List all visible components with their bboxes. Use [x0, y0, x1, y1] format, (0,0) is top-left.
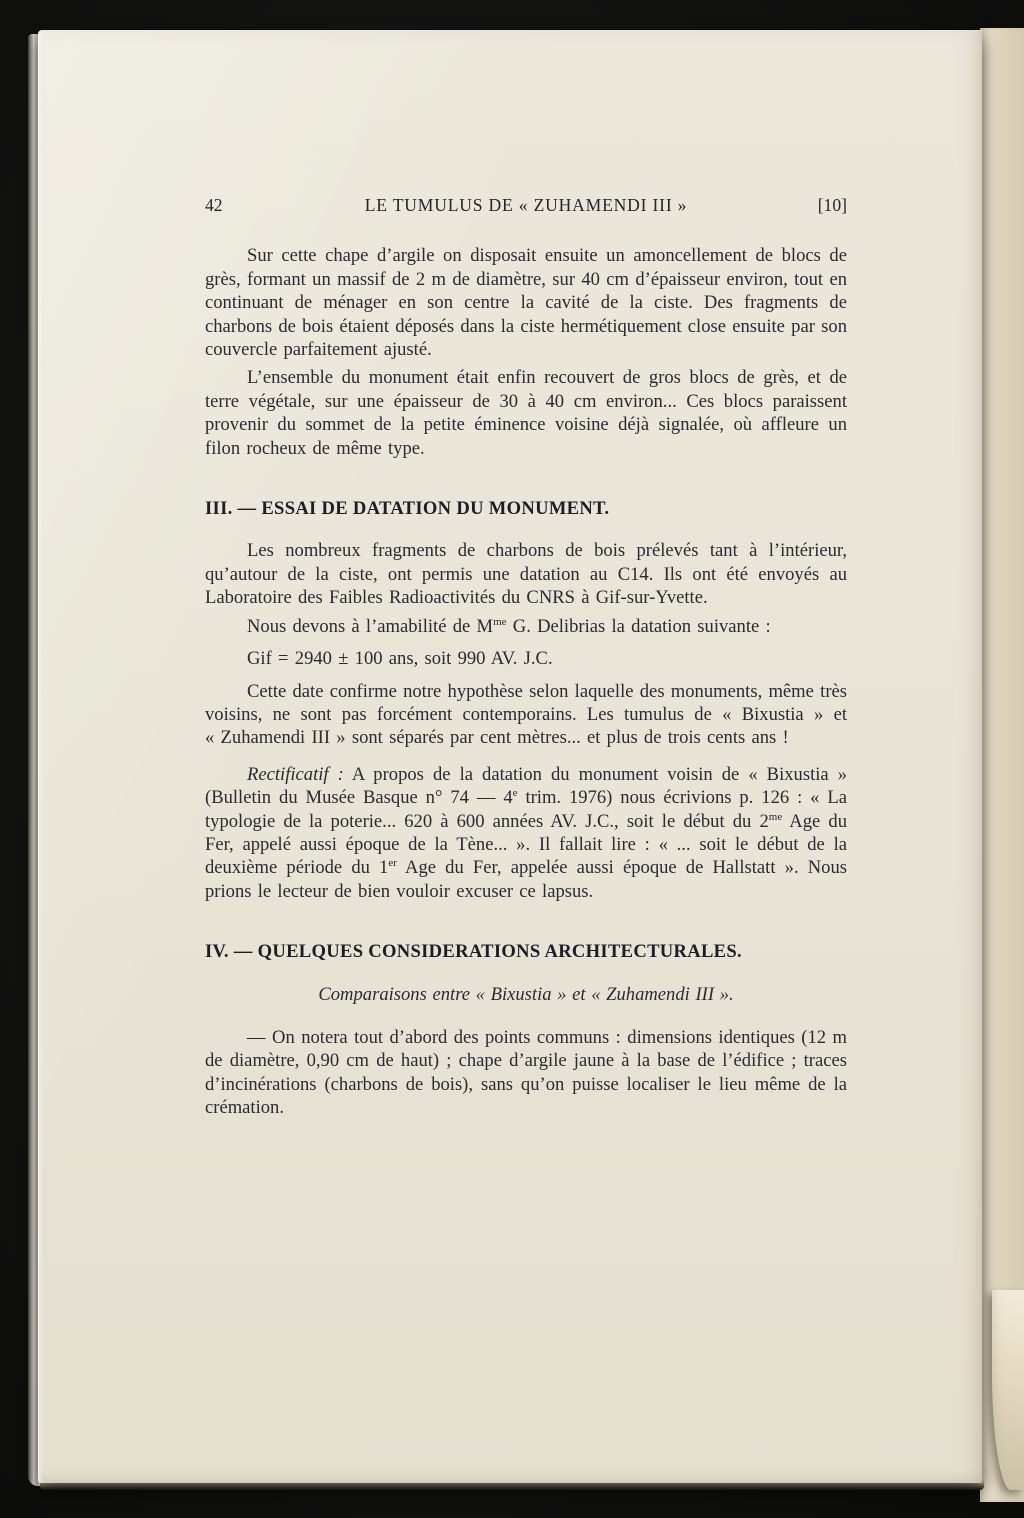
section-4-subheading: Comparaisons entre « Bixustia » et « Zuhamendi III ».: [318, 983, 734, 1005]
dating-result-line: Gif = 2940 ± 100 ans, soit 990 AV. J.C.: [247, 648, 553, 670]
paragraph-fragments-charbons: Les nombreux fragments de charbons de bois prélevés tant à l’intérieur, qu’autour de la ciste, ont permis une datation au C14. Ils ont été envoyés au Laboratoire des Faibles Radioactivités du CNRS à Gif-sur-Yvette.: [205, 540, 847, 609]
column-reference: [10]: [817, 195, 847, 215]
rectificatif-segment: Age du Fer, appelé aussi époque de la Tène... ». Il fallait lire : « ... soit le début de la deuxième période du 1: [205, 810, 847, 879]
paragraph-chape-argile: Sur cette chape d’argile on disposait ensuite un amoncellement de blocs de grès, formant un massif de 2 m de diamètre, sur 40 cm d’épaisseur environ, tout en continuant de ménager en son centre la cavité de la ciste. Des fragments de charbons de bois étaient déposés dans la ciste hermétiquement close ensuite par son couvercle parfaitement ajusté.: [205, 245, 847, 361]
paragraph-points-communs: — On notera tout d’abord des points communs : dimensions identiques (12 m de diamètre, 0,90 cm de haut) ; chape d’argile jaune à la base de l’édifice ; traces d’incinérations (charbons de bois), sans qu’on puisse localiser le lieu même de la crémation.: [205, 1026, 847, 1119]
superscript-me: me: [493, 615, 507, 628]
paragraph-cette-date: Cette date confirme notre hypothèse selon laquelle des monuments, même très voisins, ne sont pas forcément contemporains. Les tumulus de « Bixustia » et « Zuhamendi III » sont séparés par cent mètres... et plus de trois cents ans !: [205, 680, 847, 749]
superscript-er: er: [388, 857, 397, 870]
page-number: 42: [205, 195, 223, 215]
superscript-e: e: [512, 786, 518, 799]
rectificatif-segment: A propos de la datation du monument voisin de « Bixustia » (Bulletin du Musée Basque n° 74 — 4: [205, 763, 848, 809]
section-3-heading: III. — ESSAI DE DATATION DU MONUMENT.: [205, 498, 610, 520]
section-4-heading: IV. — QUELQUES CONSIDERATIONS ARCHITECTURALES.: [205, 941, 742, 963]
running-header: [205, 194, 847, 217]
rectificatif-segment: trim. 1976) nous écrivions p. 126 : « La typologie de la poterie... 620 à 600 années AV. J.C., soit le début du 2: [205, 787, 847, 832]
paragraph-rectificatif: [205, 763, 847, 903]
paragraph-delibrias-text-end: G. Delibrias la datation suivante :: [506, 615, 771, 637]
paragraph-ensemble-monument: L’ensemble du monument était enfin recouvert de gros blocs de grès, et de terre végétale, sur une épaisseur de 30 à 40 cm environ... Ces blocs paraissent provenir du sommet de la petite éminence voisine déjà signalée, où affleure un filon rocheux de même type.: [205, 367, 847, 459]
paragraph-delibrias: [205, 615, 847, 638]
rectificatif-segment: Age du Fer, appelée aussi époque de Hallstatt ». Nous prions le lecteur de bien vouloir excuser ce lapsus.: [205, 857, 847, 902]
book-page: [38, 30, 982, 1483]
next-page-edge: [980, 28, 1024, 1502]
running-title: LE TUMULUS DE « ZUHAMENDI III »: [364, 195, 688, 215]
superscript-me: me: [768, 810, 783, 823]
page-text-block: [205, 194, 847, 1125]
paragraph-delibrias-text: Nous devons à l’amabilité de M: [247, 615, 494, 637]
rectificatif-label: Rectificatif :: [247, 763, 344, 785]
